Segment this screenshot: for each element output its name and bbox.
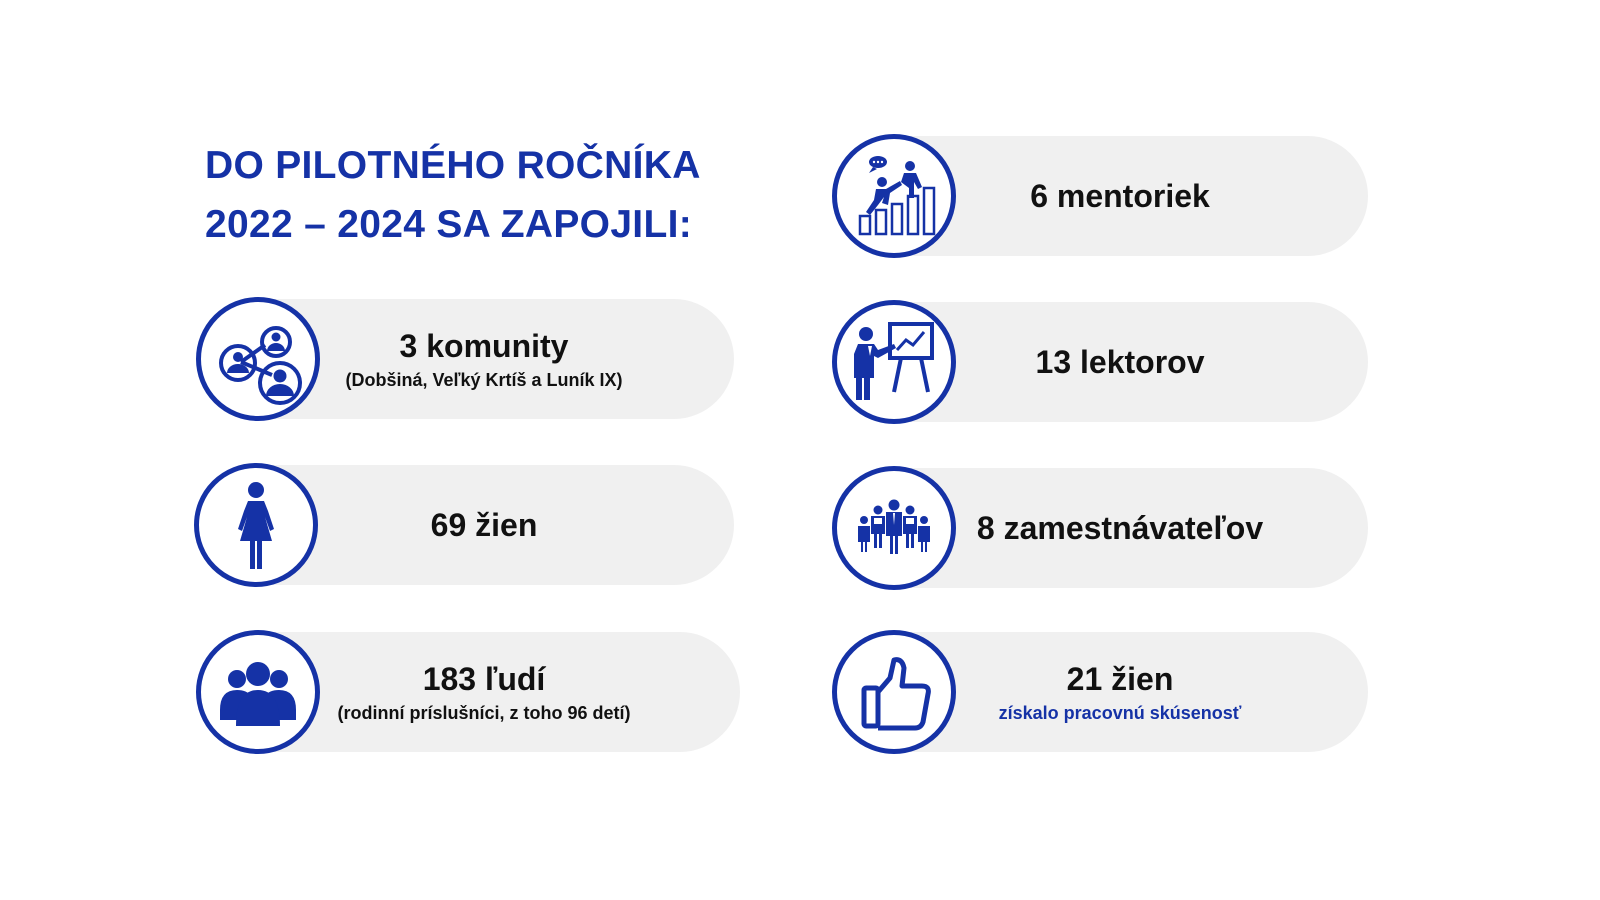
title-line-2: 2022 – 2024 SA ZAPOJILI:: [205, 203, 692, 246]
stat-value: 3 komunity: [399, 328, 569, 364]
stat-employers: [832, 466, 1392, 590]
stat-text: [316, 630, 652, 754]
stat-text: [952, 300, 1288, 424]
page-title: [205, 136, 805, 254]
stat-detail: (rodinní príslušníci, z toho 96 detí): [337, 703, 631, 723]
stat-value: 69 žien: [430, 507, 538, 543]
stat-value: 21 žien: [1066, 661, 1174, 697]
stat-text: [952, 134, 1288, 258]
team-icon: [832, 466, 956, 590]
stat-text: [952, 466, 1288, 590]
stat-detail: (Dobšiná, Veľký Krtíš a Luník IX): [345, 370, 623, 390]
stat-text: [952, 630, 1288, 754]
group-icon: [196, 630, 320, 754]
stat-value: 6 mentoriek: [1030, 178, 1210, 214]
stat-mentors: [832, 134, 1392, 258]
stat-value: 8 zamestnávateľov: [976, 510, 1264, 546]
stat-text: [314, 463, 654, 587]
mentoring-icon: [832, 134, 956, 258]
stat-value: 13 lektorov: [1035, 344, 1205, 380]
lecturer-board-icon: [832, 300, 956, 424]
stat-value: 183 ľudí: [422, 661, 546, 697]
stat-lecturers: [832, 300, 1392, 424]
stat-text: [316, 297, 652, 421]
thumbs-up-icon: [832, 630, 956, 754]
stat-women: [194, 463, 754, 587]
stat-detail: získalo pracovnú skúsenosť: [998, 703, 1242, 723]
title-line-1: DO PILOTNÉHO ROČNÍKA: [205, 144, 701, 187]
stat-people: [196, 630, 756, 754]
network-people-icon: [196, 297, 320, 421]
woman-icon: [194, 463, 318, 587]
stat-communities: [196, 297, 756, 421]
stat-work-experience: [832, 630, 1392, 754]
